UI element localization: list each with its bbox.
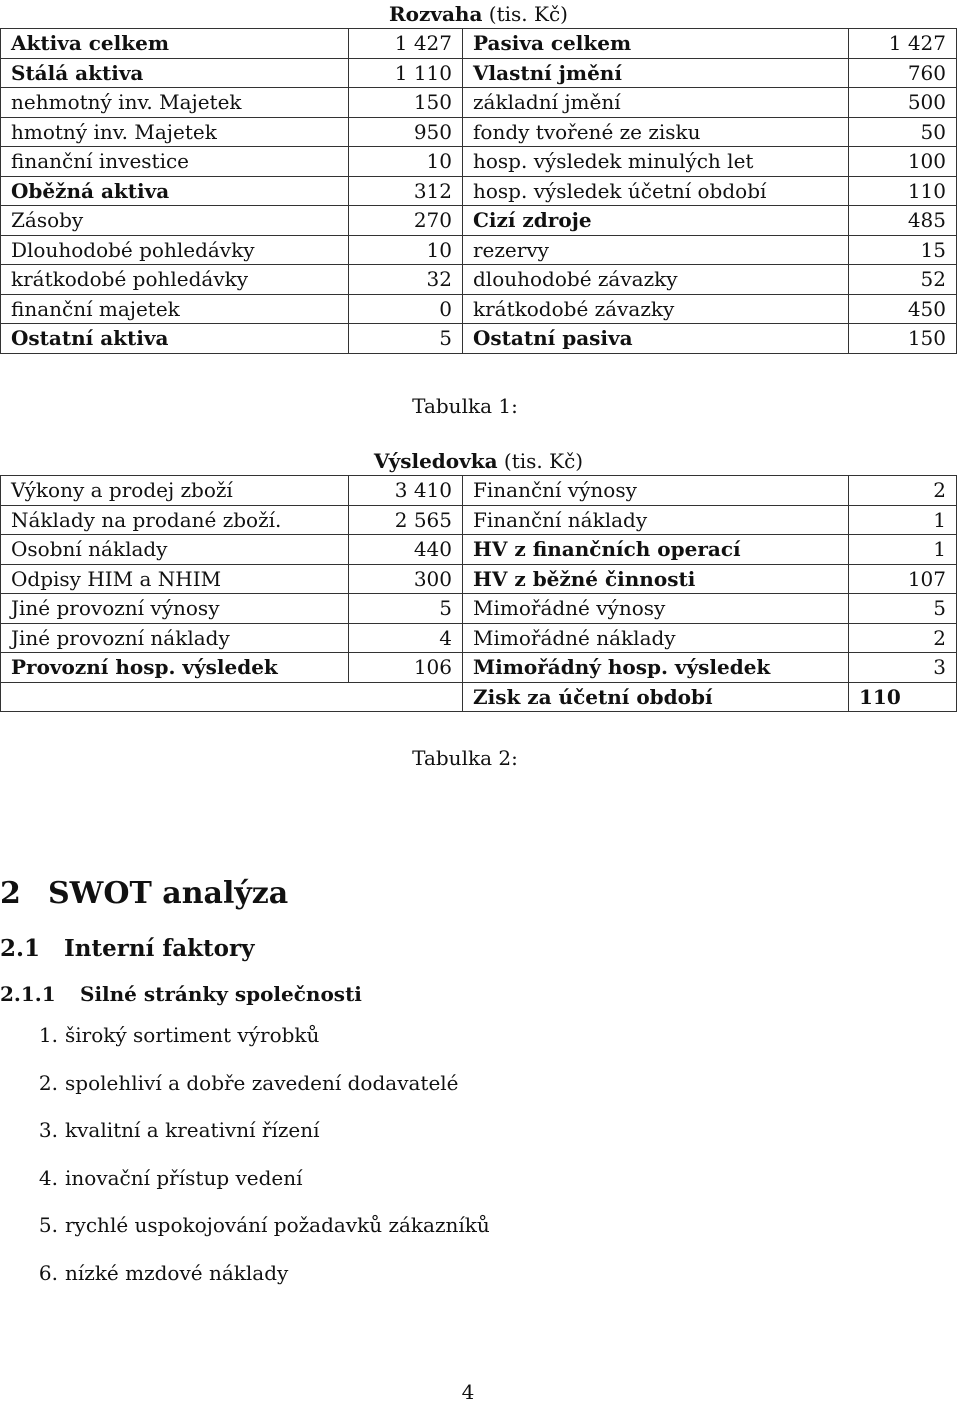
profit-value: 110 <box>849 682 957 712</box>
row-value: 2 <box>849 623 957 653</box>
row-label: Pasiva celkem <box>463 29 849 59</box>
row-value: 1 427 <box>849 29 957 59</box>
strengths-list <box>0 1012 490 1298</box>
table-row <box>1 58 957 88</box>
row-label: Mimořádný hosp. výsledek <box>463 653 849 683</box>
balance-sheet-table <box>0 0 957 354</box>
profit-label: Zisk za účetní období <box>463 682 849 712</box>
row-value: 485 <box>849 206 957 236</box>
list-item <box>0 1107 490 1155</box>
row-value: 2 <box>849 476 957 506</box>
table-row <box>1 623 957 653</box>
row-value: 760 <box>849 58 957 88</box>
list-item-text: rychlé uspokojování požadavků zákazníků <box>65 1213 490 1238</box>
row-label: Aktiva celkem <box>1 29 349 59</box>
row-label: dlouhodobé závazky <box>463 265 849 295</box>
table-row <box>1 505 957 535</box>
row-value: 950 <box>349 117 463 147</box>
row-label: Mimořádné výnosy <box>463 594 849 624</box>
table-row <box>1 147 957 177</box>
row-value: 50 <box>849 117 957 147</box>
table-2-caption: Tabulka 2: <box>412 746 518 770</box>
row-value: 1 <box>849 535 957 565</box>
empty-cell <box>1 682 463 712</box>
list-item <box>0 1155 490 1203</box>
row-label: krátkodobé pohledávky <box>1 265 349 295</box>
row-label: Stálá aktiva <box>1 58 349 88</box>
row-label: Cizí zdroje <box>463 206 849 236</box>
row-label: Zásoby <box>1 206 349 236</box>
row-value: 1 427 <box>349 29 463 59</box>
row-value: 15 <box>849 235 957 265</box>
subsubsection-heading: 2.1.1 Silné stránky společnosti <box>0 982 362 1006</box>
row-label: Výkony a prodej zboží <box>1 476 349 506</box>
row-value: 440 <box>349 535 463 565</box>
list-item-number: 6. <box>38 1260 58 1285</box>
row-value: 2 565 <box>349 505 463 535</box>
table-row <box>1 324 957 354</box>
table-row <box>1 653 957 683</box>
table-row <box>1 176 957 206</box>
row-label: Dlouhodobé pohledávky <box>1 235 349 265</box>
list-item <box>0 1202 490 1250</box>
table-row <box>1 294 957 324</box>
row-label: Jiné provozní výnosy <box>1 594 349 624</box>
row-value: 106 <box>349 653 463 683</box>
row-label: základní jmění <box>463 88 849 118</box>
row-value: 10 <box>349 235 463 265</box>
row-label: Odpisy HIM a NHIM <box>1 564 349 594</box>
row-value: 52 <box>849 265 957 295</box>
row-label: Ostatní pasiva <box>463 324 849 354</box>
row-label: finanční investice <box>1 147 349 177</box>
row-value: 107 <box>849 564 957 594</box>
row-label: Oběžná aktiva <box>1 176 349 206</box>
list-item <box>0 1250 490 1298</box>
row-value: 312 <box>349 176 463 206</box>
row-label: Vlastní jmění <box>463 58 849 88</box>
row-label: Náklady na prodané zboží. <box>1 505 349 535</box>
row-value: 0 <box>349 294 463 324</box>
list-item-text: široký sortiment výrobků <box>65 1023 320 1047</box>
table-row <box>1 235 957 265</box>
table-row <box>1 594 957 624</box>
table-row <box>1 117 957 147</box>
table-row <box>1 206 957 236</box>
row-value: 1 <box>849 505 957 535</box>
table-row <box>1 535 957 565</box>
row-value: 150 <box>849 324 957 354</box>
list-item-number: 3. <box>38 1118 58 1143</box>
row-label: Provozní hosp. výsledek <box>1 653 349 683</box>
row-value: 110 <box>849 176 957 206</box>
income-statement-title: Výsledovka (tis. Kč) <box>1 447 957 476</box>
row-label: Jiné provozní náklady <box>1 623 349 653</box>
row-label: hosp. výsledek účetní období <box>463 176 849 206</box>
row-value: 5 <box>349 324 463 354</box>
row-value: 3 <box>849 653 957 683</box>
page-number: 4 <box>461 1380 475 1404</box>
table-row <box>1 476 957 506</box>
row-value: 3 410 <box>349 476 463 506</box>
row-value: 10 <box>349 147 463 177</box>
row-value: 100 <box>849 147 957 177</box>
row-label: Osobní náklady <box>1 535 349 565</box>
list-item-number: 4. <box>38 1165 58 1190</box>
table-1-caption: Tabulka 1: <box>412 394 518 418</box>
table-row <box>1 265 957 295</box>
row-value: 5 <box>349 594 463 624</box>
list-item-text: nízké mzdové náklady <box>65 1260 289 1285</box>
row-value: 270 <box>349 206 463 236</box>
list-item-text: kvalitní a kreativní řízení <box>65 1118 320 1143</box>
row-value: 5 <box>849 594 957 624</box>
list-item-number: 5. <box>38 1213 58 1238</box>
list-item-text: spolehliví a dobře zavedení dodavatelé <box>65 1070 459 1095</box>
income-statement-table <box>0 447 957 712</box>
row-label: Ostatní aktiva <box>1 324 349 354</box>
table-row <box>1 29 957 59</box>
row-label: Mimořádné náklady <box>463 623 849 653</box>
row-label: hmotný inv. Majetek <box>1 117 349 147</box>
row-label: Finanční náklady <box>463 505 849 535</box>
row-label: fondy tvořené ze zisku <box>463 117 849 147</box>
row-label: krátkodobé závazky <box>463 294 849 324</box>
list-item <box>0 1060 490 1108</box>
row-label: HV z běžné činnosti <box>463 564 849 594</box>
row-label: nehmotný inv. Majetek <box>1 88 349 118</box>
list-item <box>0 1012 490 1060</box>
row-value: 450 <box>849 294 957 324</box>
row-label: finanční majetek <box>1 294 349 324</box>
table-row <box>1 564 957 594</box>
row-value: 300 <box>349 564 463 594</box>
row-label: rezervy <box>463 235 849 265</box>
list-item-number: 1. <box>38 1023 58 1047</box>
list-item-number: 2. <box>38 1070 58 1095</box>
row-value: 4 <box>349 623 463 653</box>
row-label: hosp. výsledek minulých let <box>463 147 849 177</box>
row-value: 32 <box>349 265 463 295</box>
list-item-text: inovační přístup vedení <box>65 1165 303 1190</box>
section-heading: 2 SWOT analýza <box>0 876 289 911</box>
subsection-heading: 2.1 Interní faktory <box>0 935 255 962</box>
row-value: 150 <box>349 88 463 118</box>
row-value: 1 110 <box>349 58 463 88</box>
table-row-total <box>1 682 957 712</box>
balance-sheet-title: Rozvaha (tis. Kč) <box>1 0 957 29</box>
row-label: HV z finančních operací <box>463 535 849 565</box>
row-value: 500 <box>849 88 957 118</box>
table-row <box>1 88 957 118</box>
row-label: Finanční výnosy <box>463 476 849 506</box>
